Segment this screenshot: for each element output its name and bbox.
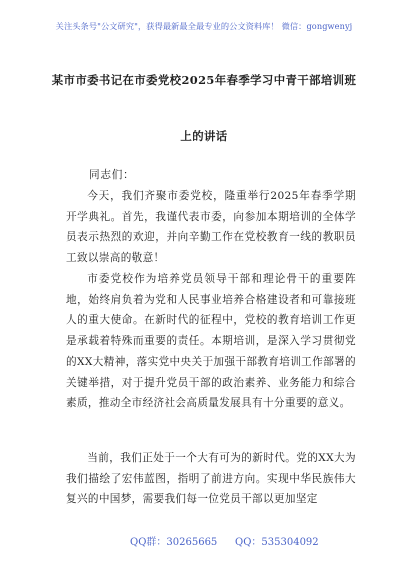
document-title-line-1: 某市市委书记在市委党校2025年春季学习中青干部培训班 [51,73,357,87]
salutation: 同志们： [89,169,135,181]
paragraph-2: 市委党校作为培养党员领导干部和理论骨干的重要阵地，始终肩负着为党和人民事业培养合格建设者和可靠接班人的重大使命。在新时代的征程中，党校的教育培训工作更是承载着特殊而重要的责任。本期培训，是深入学习贯彻党的XX大精神，落实党中央关于加强干部教育培训工作部署的关键举措，对于提升党员干部的政治素养、业务能力和综合素质，推动全市经济社会高质量发展具有十分重要的意义。 [66,273,356,410]
document-title-line-2: 上的讲话 [180,129,228,143]
header-note: 关注头条号"公文研究"，获得最新最全最专业的公文资料库！ 微信：gongwenyj [55,21,353,31]
footer-qq-group: QQ群：30265665 [130,537,218,548]
paragraph-1: 今天，我们齐聚市委党校，隆重举行2025年春季学期开学典礼。首先，我谨代表市委，向参加本期培训的全体学员表示热烈的欢迎，并向辛勤工作在党校教育一线的教职员工致以崇高的敬意！ [66,190,356,265]
paragraph-3: 当前，我们正处于一个大有可为的新时代。党的XX大为我们描绘了宏伟蓝图，指明了前进方向。实现中华民族伟大复兴的中国梦，需要我们每一位党员干部以更加坚定 [66,452,356,506]
footer-qq-contact: QQ：535304092 [235,537,319,548]
